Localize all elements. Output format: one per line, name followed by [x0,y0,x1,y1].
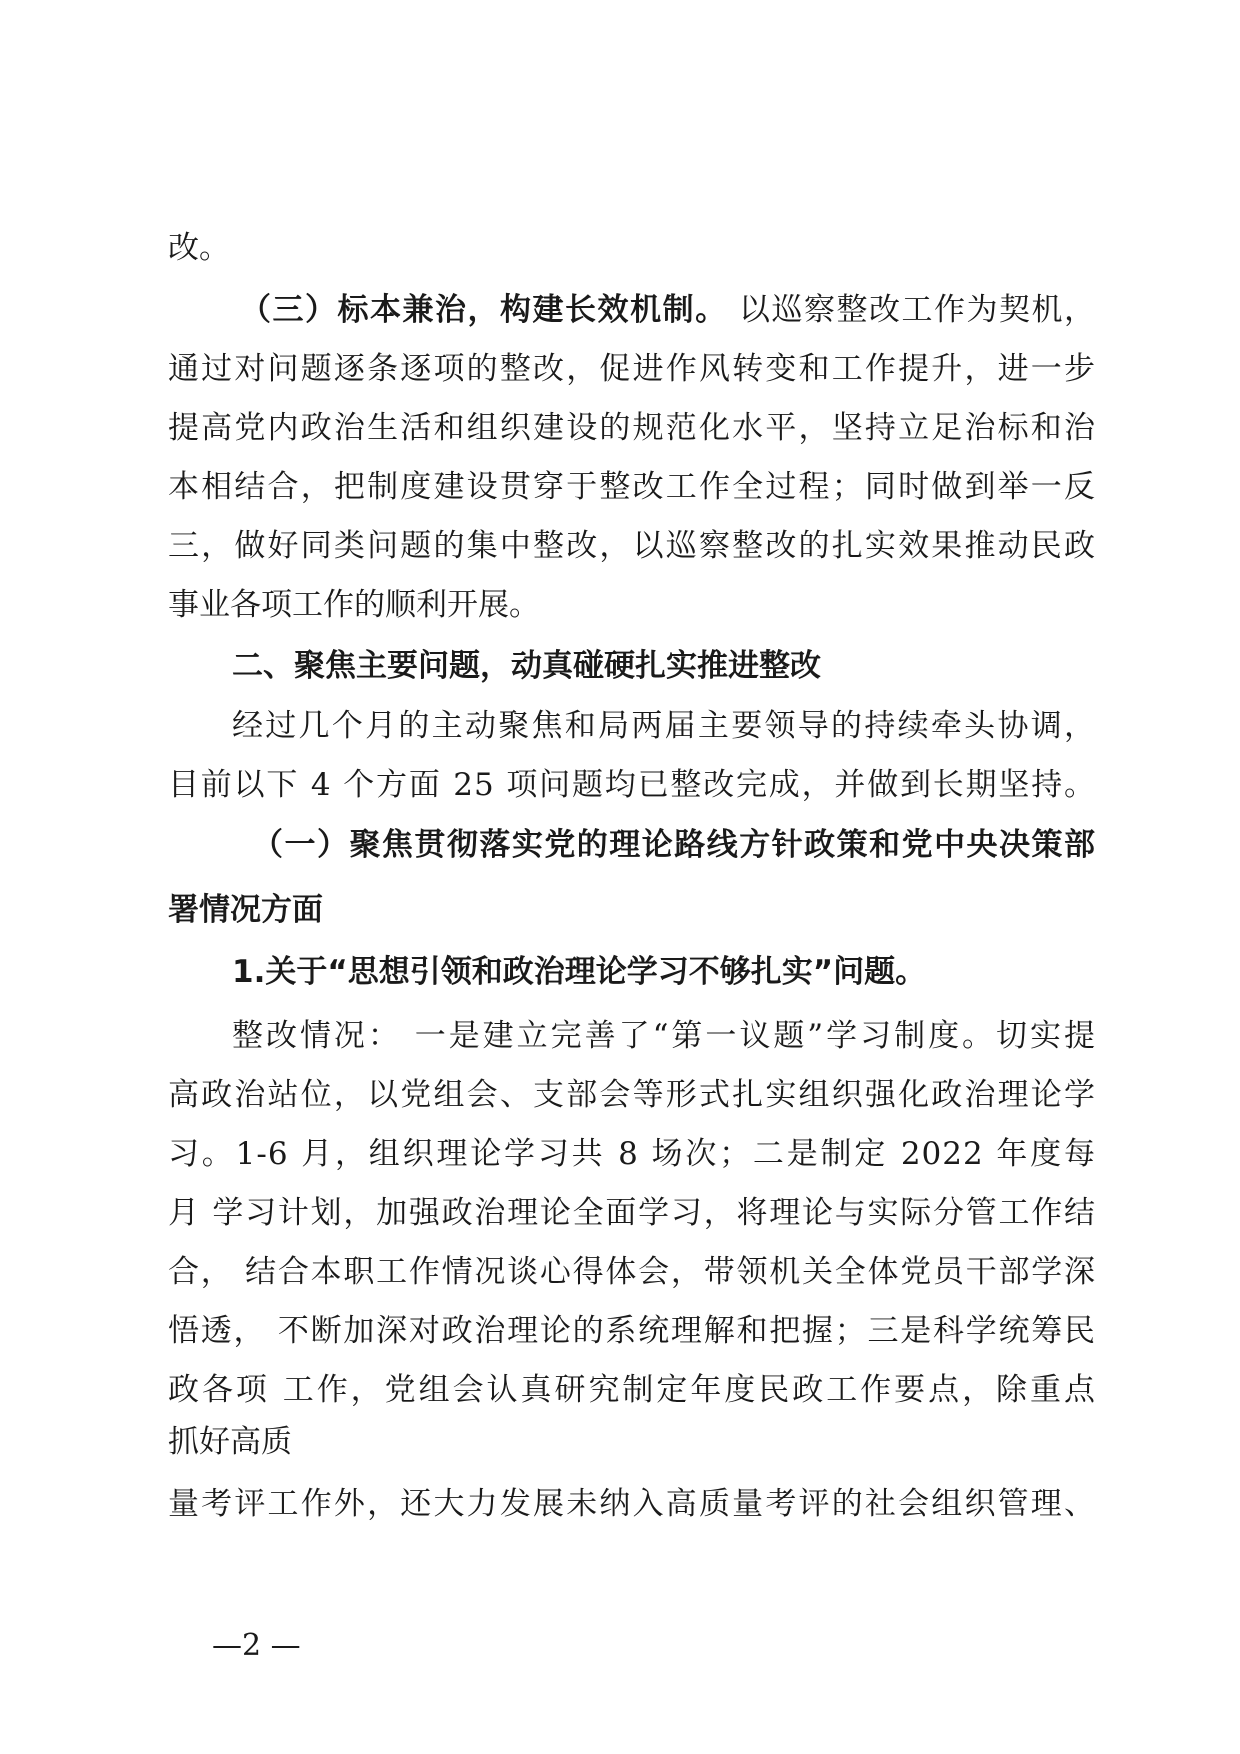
section-heading-3 [240,288,1096,332]
text-line: 改。 [168,230,230,266]
text-line: 习。1-6 月，组织理论学习共 8 场次；二是制定 2022 年度每 [168,1136,1096,1172]
subsection-heading-1: （一）聚焦贯彻落实党的理论路线方针政策和党中央决策部 [252,827,1096,863]
text-line: 三，做好同类问题的集中整改，以巡察整改的扎实效果推动民政 [168,528,1096,564]
text-line: 抓好高质 [168,1424,292,1460]
text-line: 经过几个月的主动聚焦和局两届主要领导的持续牵头协调， [232,708,1096,744]
subsection-heading-1-cont: 署情况方面 [168,892,323,928]
text-line: 目前以下 4 个方面 25 项问题均已整改完成，并做到长期坚持。 [168,767,1096,803]
text-line: 悟透， 不断加深对政治理论的系统理解和把握；三是科学统筹民 [168,1313,1096,1349]
page-number: —2 — [212,1628,301,1663]
text-line: 通过对问题逐条逐项的整改，促进作风转变和工作提升，进一步 [168,351,1096,387]
section-heading-3-title: （三）标本兼治，构建长效机制。 [240,292,728,328]
text-line: 政各项 工作，党组会认真研究制定年度民政工作要点，除重点 [168,1372,1096,1408]
text-line: 量考评工作外，还大力发展未纳入高质量考评的社会组织管理、 [168,1486,1096,1522]
text-line: 高政治站位，以党组会、支部会等形式扎实组织强化政治理论学 [168,1077,1096,1113]
text-line: 本相结合，把制度建设贯穿于整改工作全过程；同时做到举一反 [168,469,1096,505]
text-line: 整改情况： 一是建立完善了“第一议题”学习制度。切实提 [232,1018,1096,1054]
text-line: 提高党内政治生活和组织建设的规范化水平，坚持立足治标和治 [168,410,1096,446]
text-line: 事业各项工作的顺利开展。 [168,587,540,623]
text-line: 月 学习计划，加强政治理论全面学习，将理论与实际分管工作结 [168,1195,1096,1231]
chapter-heading: 二、聚焦主要问题，动真碰硬扎实推进整改 [232,648,821,684]
section-heading-3-body: 以巡察整改工作为契机， [727,292,1097,328]
issue-heading: 1.关于“思想引领和政治理论学习不够扎实”问题。 [232,954,927,990]
text-line: 合， 结合本职工作情况谈心得体会，带领机关全体党员干部学深 [168,1254,1096,1290]
